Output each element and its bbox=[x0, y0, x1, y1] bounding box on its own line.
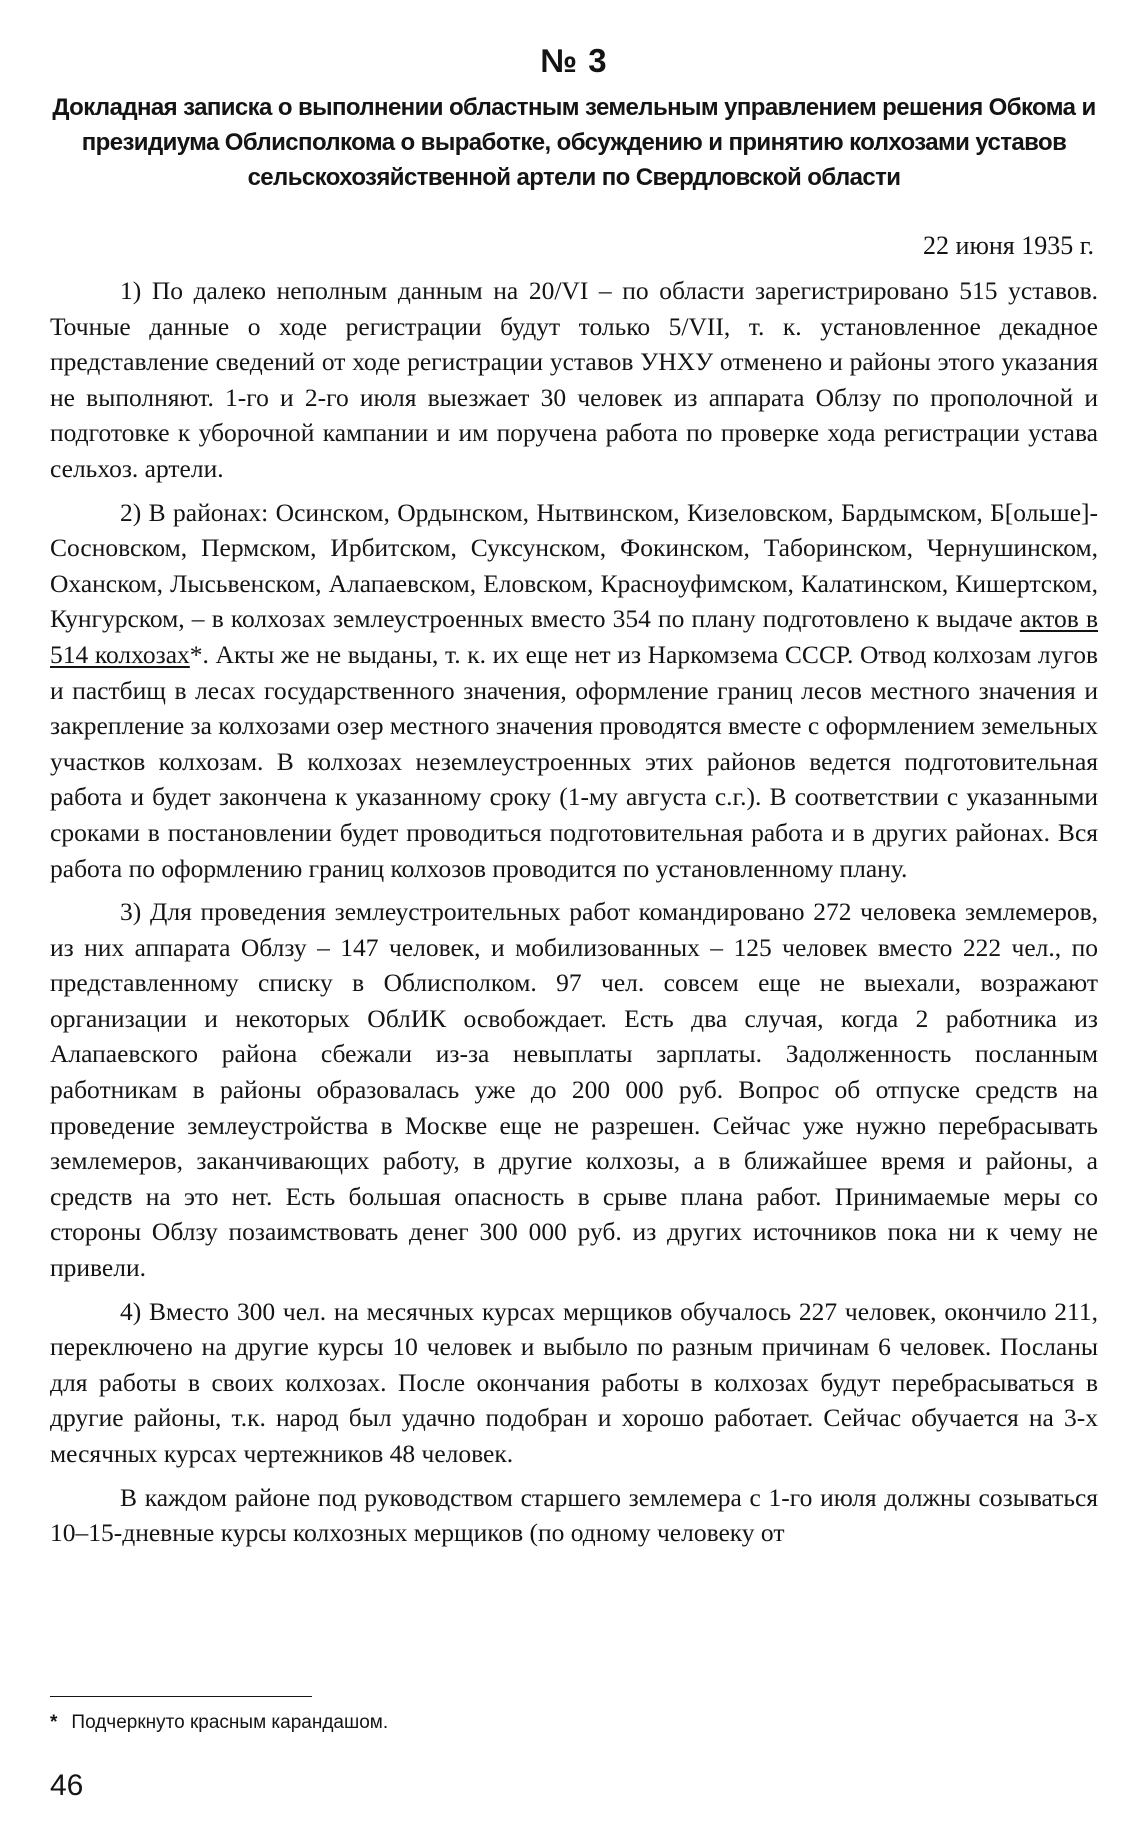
footnote-text: Подчеркнуто красным карандашом. bbox=[71, 1712, 389, 1733]
footnote bbox=[50, 1710, 388, 1736]
footnote-marker: * bbox=[50, 1712, 58, 1733]
document-date: 22 июня 1935 г. bbox=[923, 231, 1094, 260]
paragraph-4: 4) Вместо 300 чел. на месячных курсах мерщиков обучалось 227 человек, окончило 211, переключено на другие курсы 10 человек и выбыло по разным причинам 6 человек. Посланы для работы в своих колхозах. После окончания работы в колхозах будут перебрасываться в другие районы, т.к. народ был удачно подобран и хорошо работает. Сейчас обучается на 3-х месячных курсах чертежников 48 человек. bbox=[50, 1296, 1098, 1468]
document-number: № 3 bbox=[540, 42, 608, 79]
paragraph-3: 3) Для проведения землеустроительных работ командировано 272 человека землемеров, из них аппарата Облзу – 147 человек, и мобилизованных – 125 человек вместо 222 чел., по представленному списку в Облисполком. 97 чел. совсем еще не выехали, возражают организации и некоторых ОблИК освобождает. Есть два случая, когда 2 работника из Алапаевского района сбежали из-за невыплаты зарплаты. Задолженность посланным работникам в районы образовалась уже до 200 000 руб. Вопрос об отпуске средств на проведение землеустройства в Москве еще не разрешен. Сейчас уже нужно перебрасывать землемеров, заканчивающих работу, в другие колхозы, а в ближайшее время и районы, а средств на это нет. Есть большая опасность в срыве плана работ. Принимаемые меры со стороны Облзу позаимствовать денег 300 000 руб. из других источников пока ни к чему не привели. bbox=[50, 897, 1098, 1283]
paragraph-2 bbox=[50, 495, 1098, 887]
paragraph-2-text-after: . Акты же не выданы, т. к. их еще нет из Наркомзема СССР. Отвод колхозам лугов и пастбищ в лесах государственного значения, оформление границ лесов местного значения и закрепление за колхозами озер местного значения проводятся вместе с оформлением земельных участков колхозам. В колхозах неземлеустроенных этих районов ведется подготовительная работа и будет закончена к указанному сроку (1-му августа с.г.). В соответствии с указанными сроками в постановлении будет проводиться подготовительная работа и в других районах. Вся работа по оформлению границ колхозов проводится по установленному плану. bbox=[50, 639, 1098, 883]
footnote-divider bbox=[50, 1696, 312, 1697]
paragraph-1: 1) По далеко неполным данным на 20/VI – по области зарегистрировано 515 уставов. Точные данные о ходе регистрации будут только 5/VII, т. к. установленное декадное представление сведений от ходе регистрации уставов УНХУ отменено и районы этого указания не выполняют. 1-го и 2-го июля выезжает 30 человек из аппарата Облзу по прополочной и подготовке к уборочной кампании и им поручена работа по проверке хода регистрации устава сельхоз. артели. bbox=[50, 276, 1098, 483]
paragraph-2-text-before: 2) В районах: Осинском, Ордынском, Нытвинском, Кизеловском, Бардымском, Б[ольше]-Сосновском, Пермском, Ирбитском, Суксунском, Фокинском, Таборинском, Чернушинском, Оханском, Лысьвенском, Алапаевском, Еловском, Красноуфимском, Калатинском, Кишертском, Кунгурском, – в колхозах землеустроенных вместо 354 по плану подготовлено к выдаче bbox=[50, 497, 1098, 634]
paragraph-5: В каждом районе под руководством старшего землемера с 1-го июля должны созываться 10–15-дневные курсы колхозных мерщиков (по одному человеку от bbox=[50, 1482, 1098, 1548]
document-page bbox=[50, 40, 1098, 1551]
page-number: 46 bbox=[50, 1769, 84, 1802]
document-title: Докладная записка о выполнении областным земельным управлением решения Обкома и президиума Облисполкома о выработке, обсуждению и принятию колхозами уставов сельскохозяйственной артели по Свердловской области bbox=[52, 94, 1096, 191]
underlined-phrase: актов в 514 колхозах bbox=[50, 604, 1098, 669]
footnote-reference: * bbox=[189, 639, 203, 669]
